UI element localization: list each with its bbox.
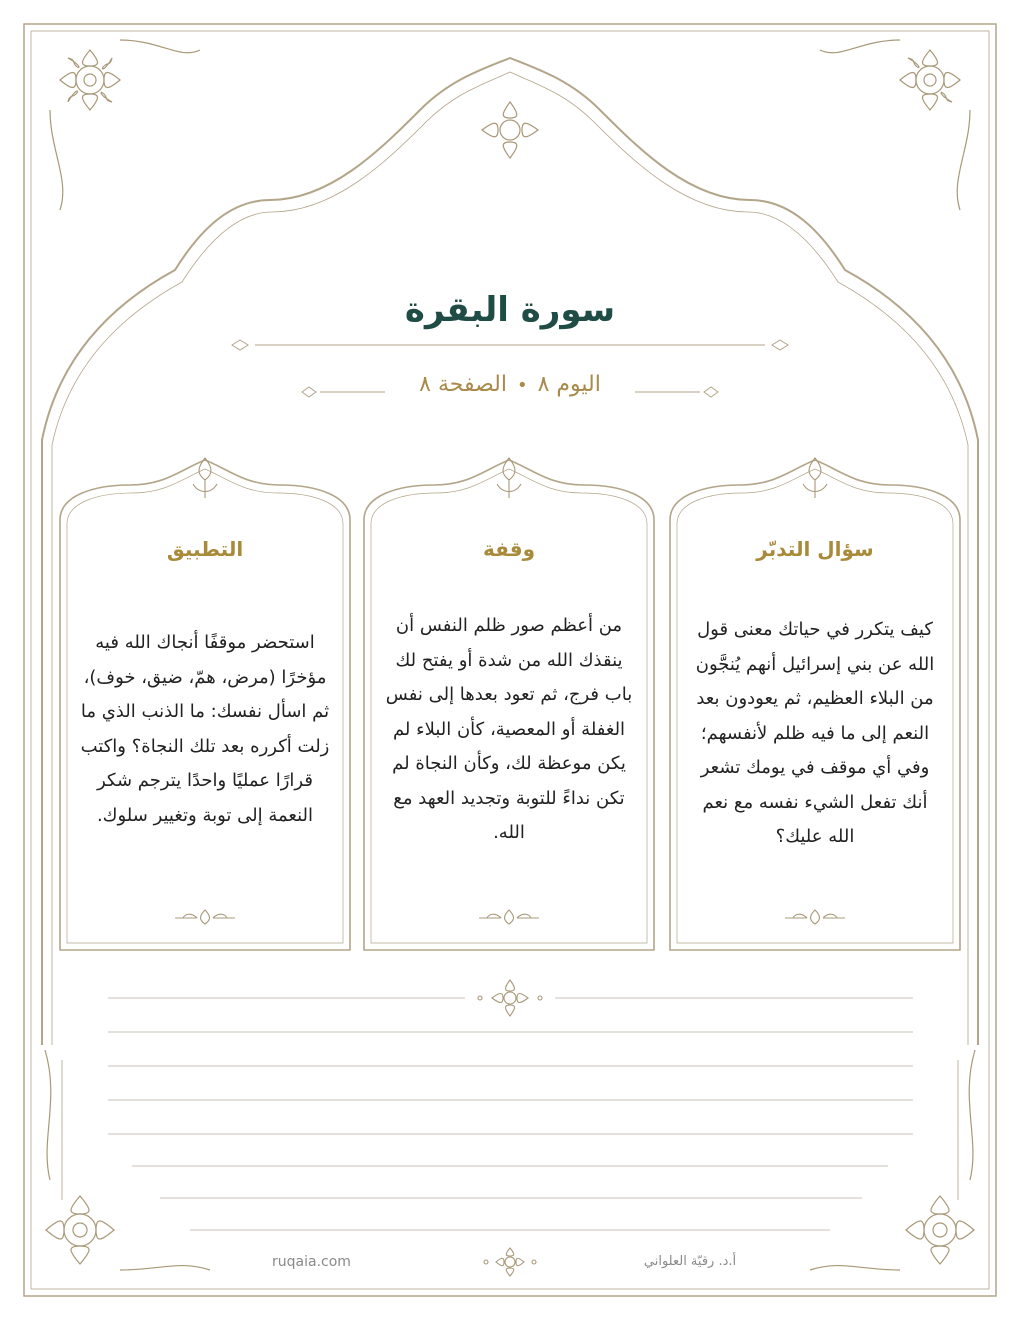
footer-website: ruqaia.com — [272, 1254, 351, 1270]
card-pause-title: وقفة — [482, 537, 536, 561]
card-application-body: استحضر موقفًا أنجاك الله فيه مؤخرًا (مرض، همّ، ضيق، خوف)، ثم اسأل نفسك: ما الذنب الذي ما زلت أكرره بعد تلك النجاة؟ واكتب قرارًا عمليًا واحدًا يترجم شكر النعمة إلى توبة وتغيير سلوك. — [80, 632, 330, 826]
lines-medallion — [478, 980, 542, 1276]
page-title: سورة البقرة — [404, 290, 616, 330]
day-page-label — [400, 372, 620, 397]
day-label: اليوم ٨ — [537, 372, 601, 397]
card-reflection-body: كيف يتكرر في حياتك معنى قول الله عن بني إسرائيل أنهم يُنجَّون من البلاء العظيم، ثم يعودون بعد النعم إلى ما فيه ظلم لأنفسهم؛ وفي أي موقف في يومك تشعر أنك تفعل الشيء نفسه مع نعم الله عليك؟ — [695, 619, 935, 847]
card-application-title: التطبيق — [166, 537, 244, 561]
writing-lines — [108, 998, 913, 1230]
card-reflection-title: سؤال التدبّر — [756, 537, 874, 561]
page-label: الصفحة ٨ — [419, 372, 507, 397]
card-pause-body: من أعظم صور ظلم النفس أن ينقذك الله من شدة أو يفتح لك باب فرج، ثم تعود بعدها إلى نفس الغفلة أو المعصية، كأن البلاء لم يكن موعظة لك، وكأن النجاة لم تكن نداءً للتوبة وتجديد العهد مع الله. — [385, 615, 633, 843]
footer-author: أ.د. رقيّة العلواني — [643, 1254, 737, 1269]
separator-dot: • — [516, 374, 528, 396]
